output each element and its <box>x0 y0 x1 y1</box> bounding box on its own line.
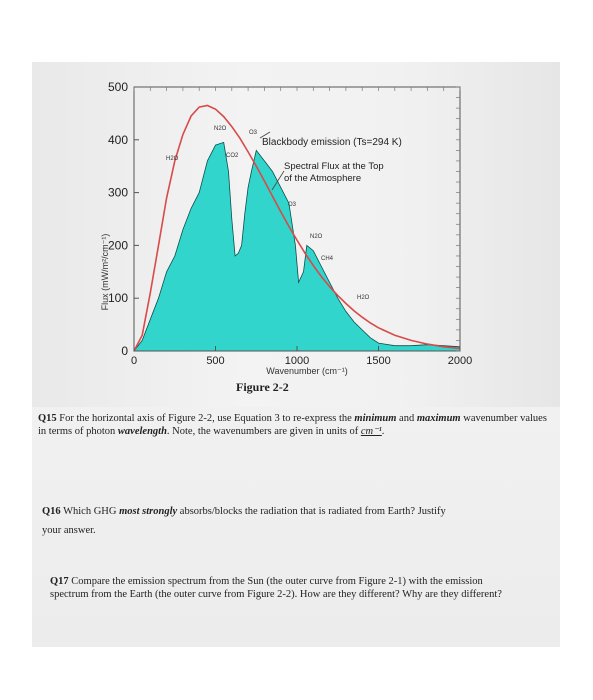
annotation-co2: CO2 <box>226 153 239 159</box>
x-tick-label: 1500 <box>366 355 391 367</box>
x-tick-label: 0 <box>130 355 138 367</box>
annotation-o3-2: O3 <box>288 202 297 208</box>
figure-caption: Figure 2-2 <box>236 380 289 394</box>
y-tick-label: 100 <box>107 291 128 306</box>
annotation-h2o-2: H2O <box>357 295 370 301</box>
x-tick-label: 2000 <box>447 355 473 367</box>
x-tick-label: 500 <box>206 355 225 367</box>
legend-blackbody: Blackbody emission (Ts=294 K) <box>262 137 402 148</box>
annotation-n2o-2: N2O <box>310 234 323 240</box>
y-tick-label: 500 <box>107 80 128 94</box>
annotation-h2o-1: H2O <box>166 156 179 162</box>
y-tick-label: 400 <box>107 132 128 147</box>
y-tick-label: 200 <box>107 238 128 253</box>
spectrum-chart <box>32 62 560 407</box>
annotation-n2o-1: N2O <box>214 126 227 132</box>
annotation-o3-1: O3 <box>249 130 258 136</box>
q17-number: Q17 <box>50 576 69 587</box>
x-tick-label: 1000 <box>284 355 310 367</box>
legend-toa-line1: Spectral Flux at the Top <box>284 161 384 172</box>
question-16: Q16 Which GHG most strongly absorbs/blocks the radiation that is radiated from Earth? Justify your answer. <box>42 506 446 536</box>
q15-number: Q15 <box>38 413 57 424</box>
y-axis-label: Flux (mW/m²/cm⁻¹) <box>100 233 110 311</box>
y-tick-label: 0 <box>121 344 128 358</box>
q16-number: Q16 <box>42 506 61 517</box>
question-15: Q15 For the horizontal axis of Figure 2-2, use Equation 3 to re-express the minimum and maximum wavenumber values in terms of photon wavelength. Note, the wavenumbers are given in units of cm⁻¹. <box>38 413 547 437</box>
annotation-ch4: CH4 <box>321 256 334 262</box>
x-axis-label: Wavenumber (cm⁻¹) <box>266 366 348 376</box>
y-tick-label: 300 <box>107 185 128 200</box>
legend-toa-line2: of the Atmosphere <box>284 173 362 184</box>
question-17: Q17 Compare the emission spectrum from the Sun (the outer curve from Figure 2-1) with the emission spectrum from the Earth (the outer curve from Figure 2-2). How are they different? Why are they different? <box>50 576 502 600</box>
